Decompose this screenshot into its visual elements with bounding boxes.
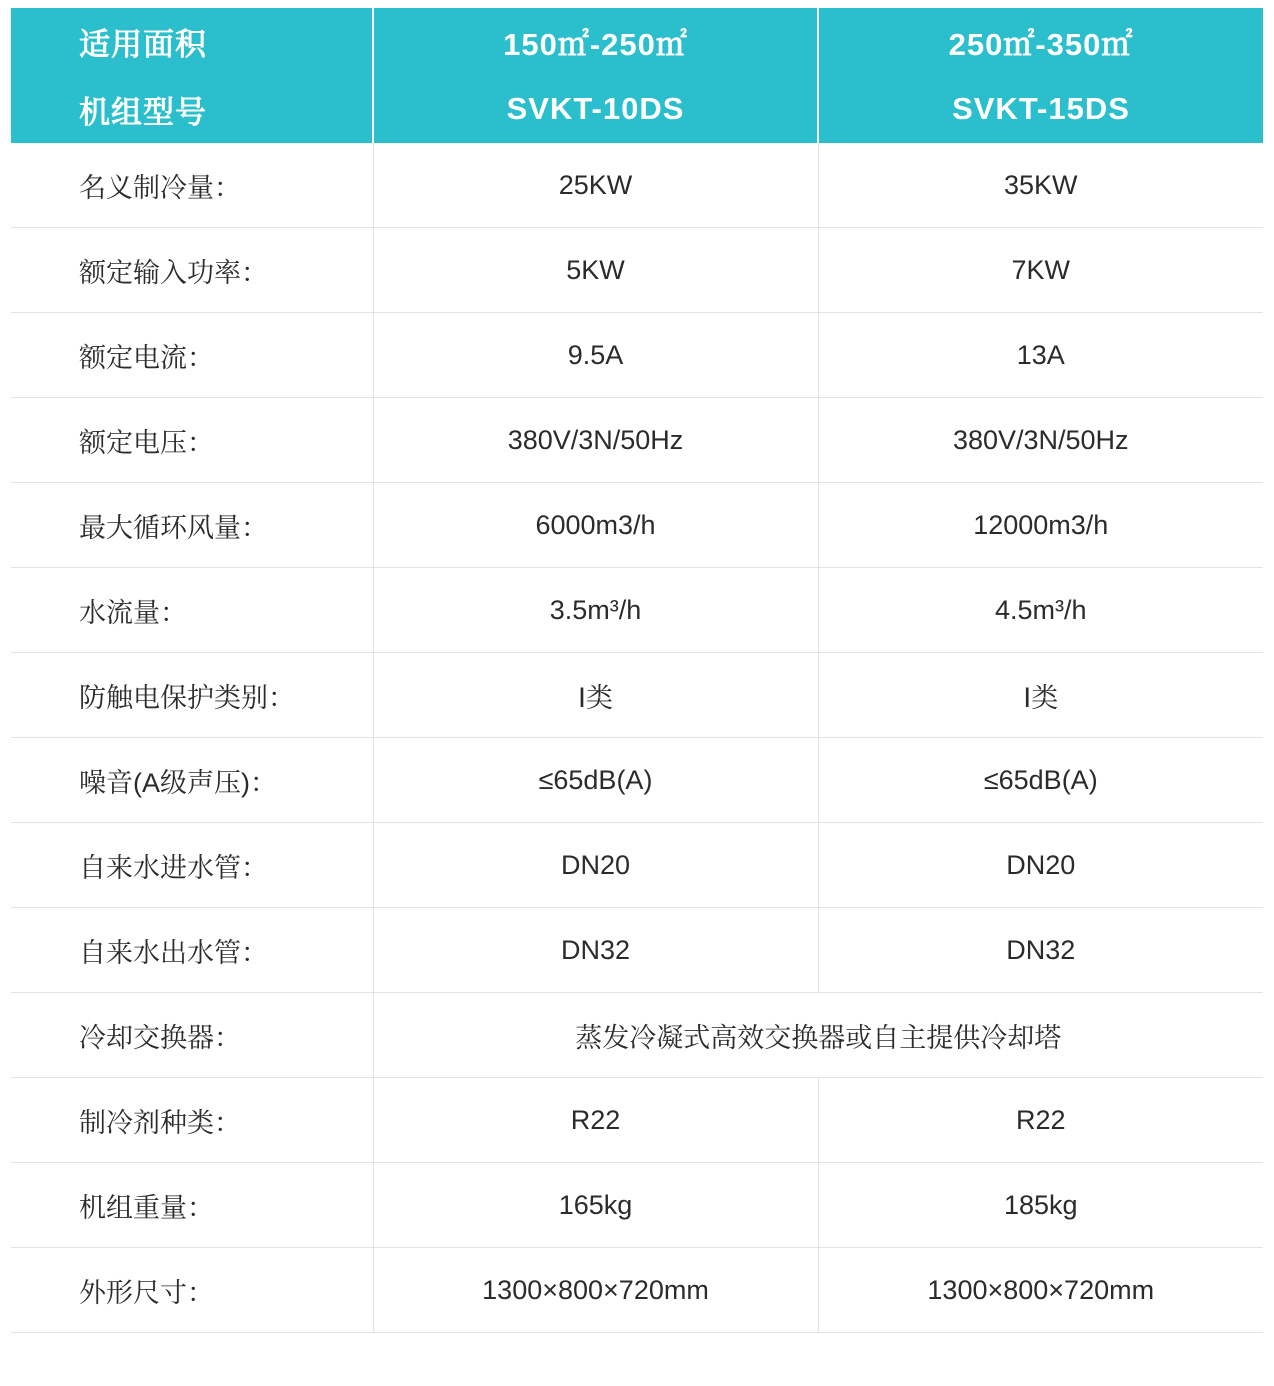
table-row xyxy=(11,228,1263,313)
header-label-model: 机组型号 xyxy=(11,75,373,143)
row-value-1: ≤65dB(A) xyxy=(373,738,818,823)
header-value-model-1: SVKT-10DS xyxy=(373,75,818,143)
row-value-1: 1300×800×720mm xyxy=(373,1248,818,1333)
row-value-1: 9.5A xyxy=(373,313,818,398)
table-row xyxy=(11,483,1263,568)
row-value-1: R22 xyxy=(373,1078,818,1163)
row-label: 水流量： xyxy=(11,568,373,653)
row-value-1: DN32 xyxy=(373,908,818,993)
row-value-1: 3.5m³/h xyxy=(373,568,818,653)
row-value-1: Ⅰ类 xyxy=(373,653,818,738)
table-row xyxy=(11,738,1263,823)
row-label: 冷却交换器： xyxy=(11,993,373,1078)
row-label: 额定输入功率： xyxy=(11,228,373,313)
row-label: 噪音(A级声压)： xyxy=(11,738,373,823)
row-value-1: 380V/3N/50Hz xyxy=(373,398,818,483)
row-value-2: 7KW xyxy=(818,228,1263,313)
row-label: 机组重量： xyxy=(11,1163,373,1248)
header-label-area: 适用面积 xyxy=(11,8,373,75)
row-label: 名义制冷量： xyxy=(11,143,373,228)
row-label: 自来水出水管： xyxy=(11,908,373,993)
table-header-row-area xyxy=(11,8,1263,75)
header-value-area-model-2: 250㎡-350㎡ xyxy=(818,8,1263,75)
header-value-model-2: SVKT-15DS xyxy=(818,75,1263,143)
table-body xyxy=(11,8,1263,1333)
table-header-row-model xyxy=(11,75,1263,143)
table-row xyxy=(11,653,1263,738)
row-value-2: 13A xyxy=(818,313,1263,398)
row-value-1: DN20 xyxy=(373,823,818,908)
row-value-2: 12000m3/h xyxy=(818,483,1263,568)
table-row xyxy=(11,568,1263,653)
table-row xyxy=(11,1078,1263,1163)
row-value-2: R22 xyxy=(818,1078,1263,1163)
row-label: 防触电保护类别： xyxy=(11,653,373,738)
row-label: 额定电压： xyxy=(11,398,373,483)
row-value-1: 6000m3/h xyxy=(373,483,818,568)
table-row xyxy=(11,143,1263,228)
row-label: 自来水进水管： xyxy=(11,823,373,908)
row-value-1: 25KW xyxy=(373,143,818,228)
table-row xyxy=(11,1248,1263,1333)
row-value-1: 165kg xyxy=(373,1163,818,1248)
row-label: 最大循环风量： xyxy=(11,483,373,568)
row-value-2: Ⅰ类 xyxy=(818,653,1263,738)
row-value-2: DN20 xyxy=(818,823,1263,908)
row-value-2: 380V/3N/50Hz xyxy=(818,398,1263,483)
table-row xyxy=(11,313,1263,398)
table-row xyxy=(11,1163,1263,1248)
row-value-2: 185kg xyxy=(818,1163,1263,1248)
table-row-merged xyxy=(11,993,1263,1078)
row-value-merged: 蒸发冷凝式高效交换器或自主提供冷却塔 xyxy=(373,993,1263,1078)
row-label: 额定电流： xyxy=(11,313,373,398)
table-row xyxy=(11,398,1263,483)
row-label: 外形尺寸： xyxy=(11,1248,373,1333)
specification-table xyxy=(11,8,1263,1333)
row-value-2: ≤65dB(A) xyxy=(818,738,1263,823)
row-value-1: 5KW xyxy=(373,228,818,313)
header-value-area-model-1: 150㎡-250㎡ xyxy=(373,8,818,75)
row-value-2: 1300×800×720mm xyxy=(818,1248,1263,1333)
table-row xyxy=(11,823,1263,908)
table-row xyxy=(11,908,1263,993)
row-label: 制冷剂种类： xyxy=(11,1078,373,1163)
row-value-2: DN32 xyxy=(818,908,1263,993)
row-value-2: 35KW xyxy=(818,143,1263,228)
row-value-2: 4.5m³/h xyxy=(818,568,1263,653)
